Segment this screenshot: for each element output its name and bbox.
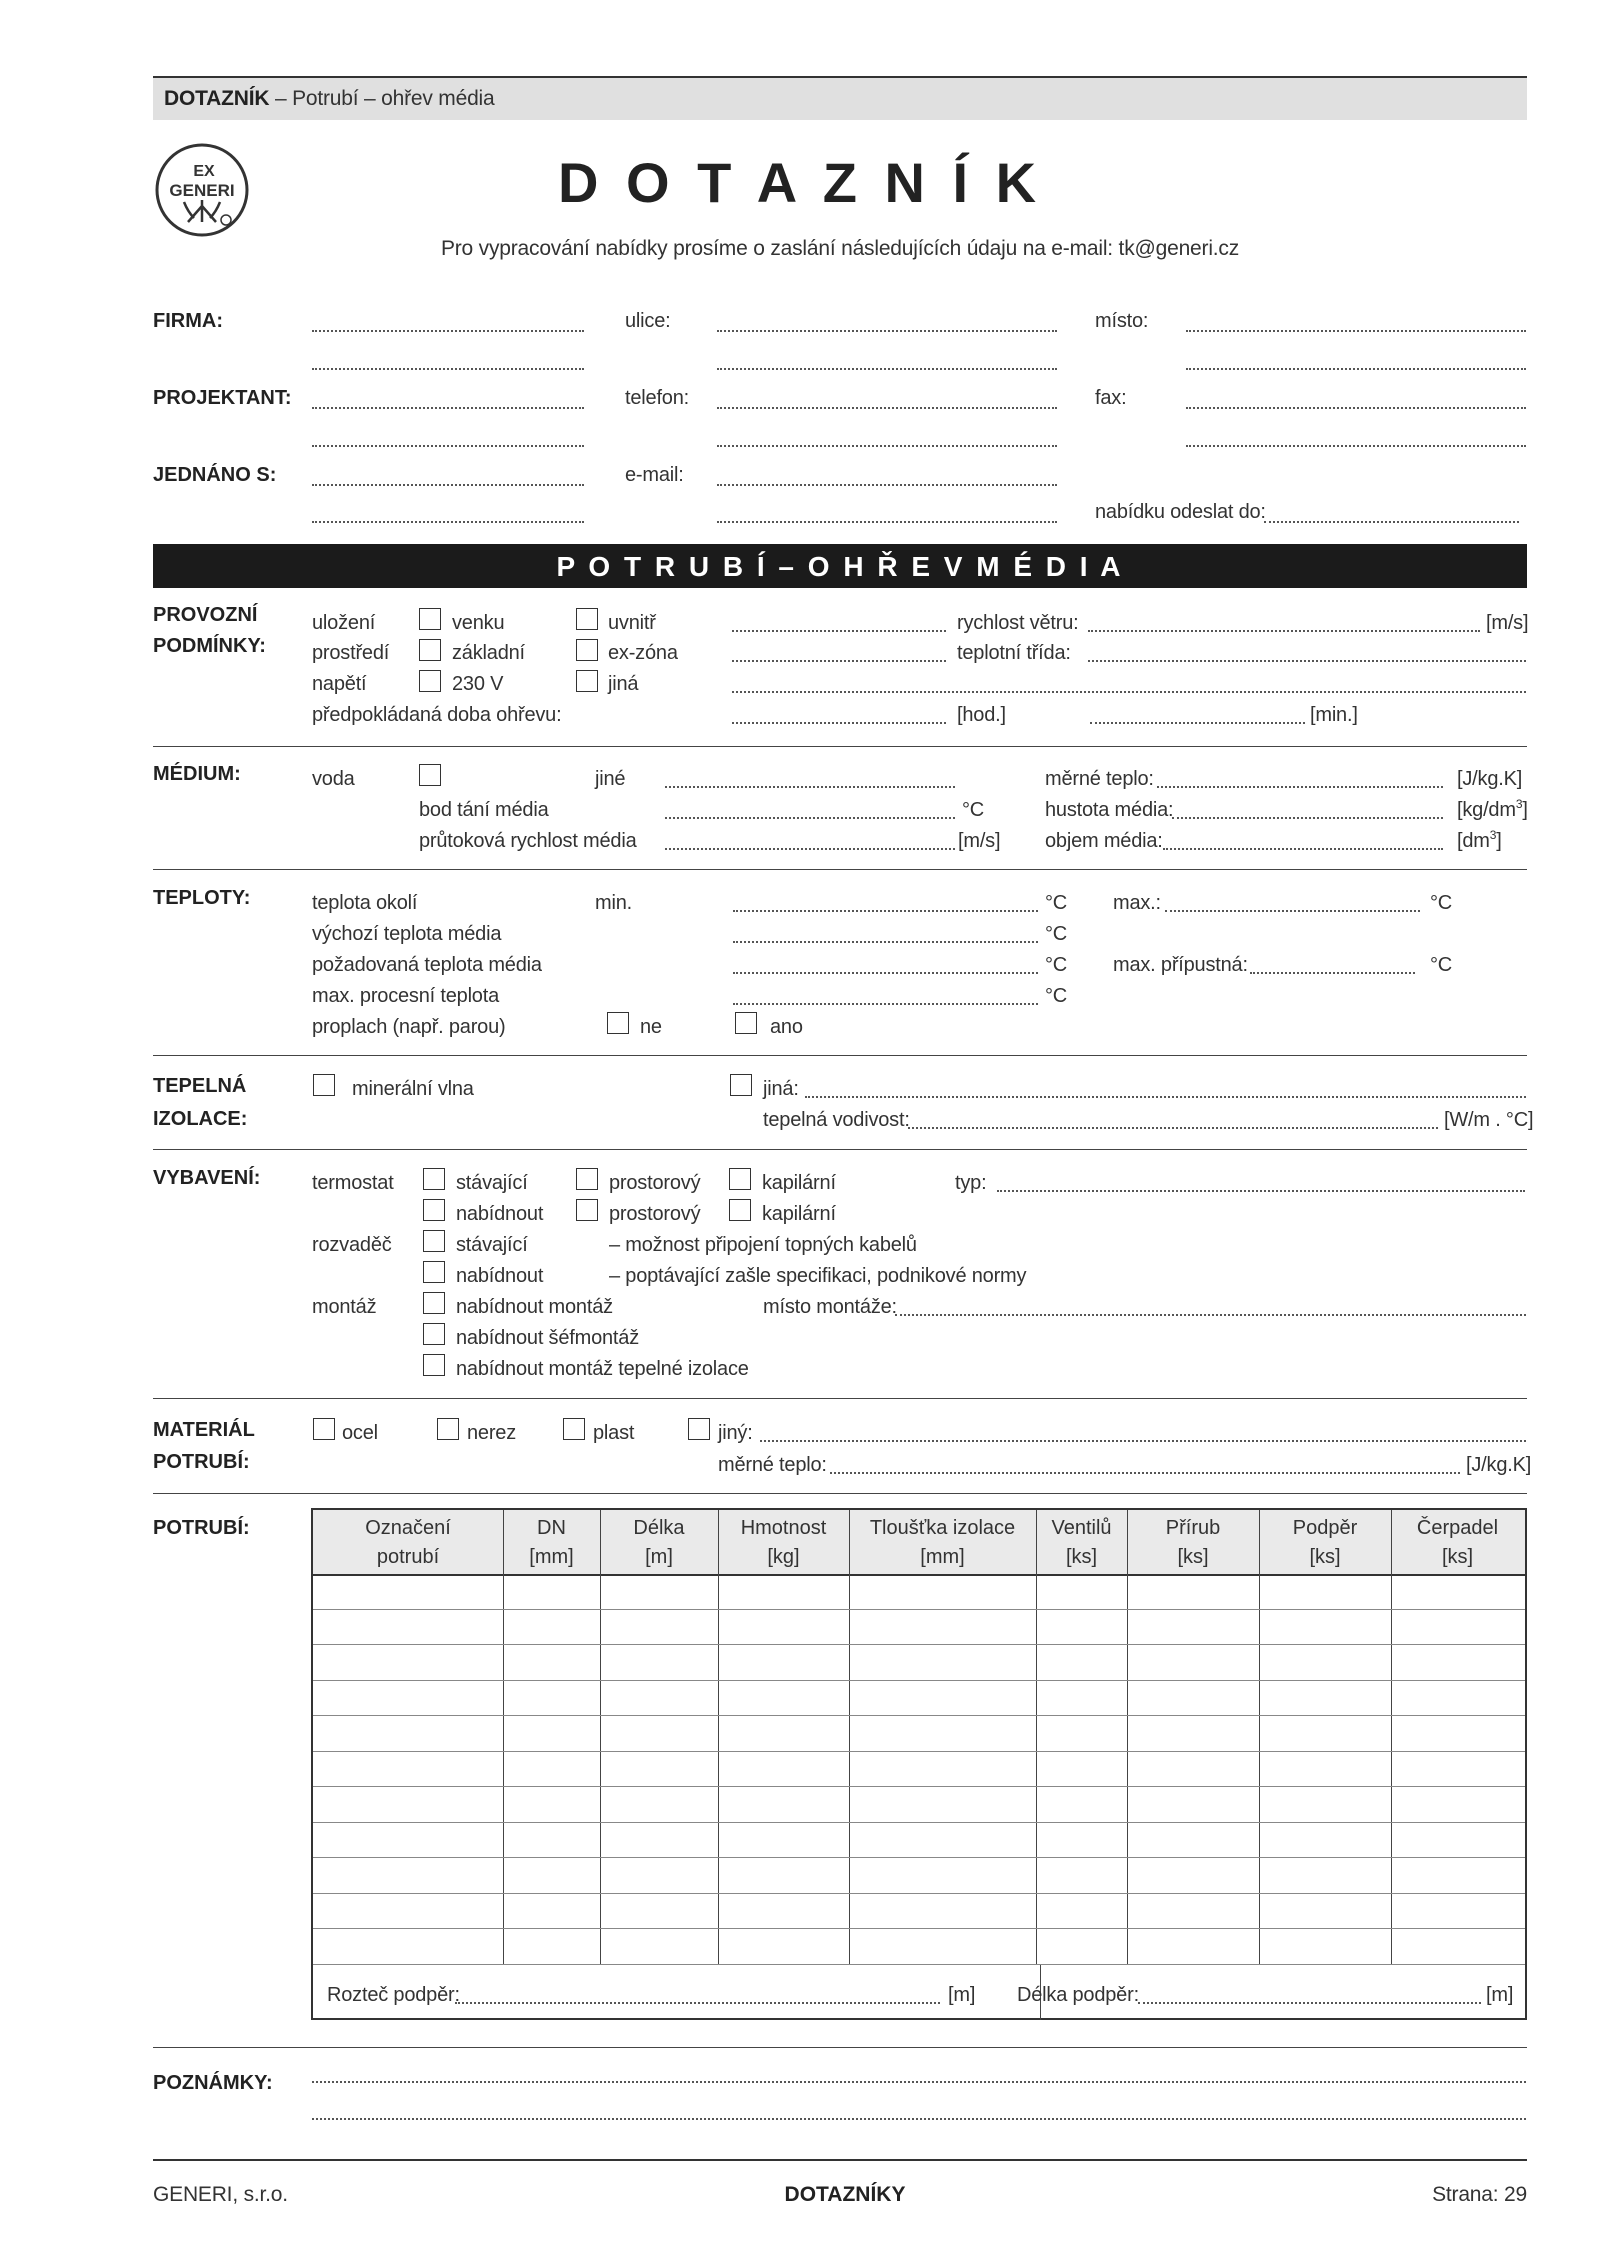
230v-checkbox[interactable] [419, 670, 441, 692]
jina-izolace-checkbox[interactable] [730, 1074, 752, 1096]
label-izolace: IZOLACE: [153, 1108, 248, 1130]
table-header-label: Přírub [1165, 1517, 1221, 1539]
svg-text:GENERI: GENERI [169, 181, 235, 200]
table-row[interactable] [313, 1716, 1525, 1752]
jiny-material-field[interactable] [760, 1440, 1526, 1442]
label-material: MATERIÁL [153, 1419, 255, 1441]
unit-c-pripustna: °C [1430, 954, 1453, 976]
label-mineralni: minerální vlna [352, 1078, 474, 1100]
label-prostredi: prostředí [312, 642, 390, 664]
unit-vodivost: [W/m . °C] [1444, 1109, 1534, 1131]
ulice-field-2[interactable] [717, 368, 1057, 370]
label-telefon: telefon: [625, 387, 690, 409]
label-napeti: napětí [312, 673, 367, 695]
jiny-material-checkbox[interactable] [688, 1418, 710, 1440]
exzona-checkbox[interactable] [576, 639, 598, 661]
label-trida: teplotní třída: [957, 642, 1071, 664]
table-header-cell [1127, 1514, 1259, 1572]
unit-close: ] [1496, 830, 1502, 852]
label-vybaveni: VYBAVENÍ: [153, 1167, 261, 1189]
unit-ms-prutok: [m/s] [958, 830, 1001, 852]
label-potrubi: POTRUBÍ: [153, 1517, 250, 1539]
divider [153, 1149, 1527, 1150]
divider [153, 869, 1527, 870]
table-header-unit: [kg] [767, 1546, 800, 1568]
label-prostorovy: prostorový [609, 1172, 701, 1194]
label-montaz: montáž [312, 1296, 377, 1318]
table-header-cell [718, 1514, 849, 1572]
proplach-ne-checkbox[interactable] [607, 1012, 629, 1034]
unit-jkg: [J/kg.K] [1457, 768, 1523, 790]
label-uvnitr: uvnitř [608, 612, 656, 634]
label-zakladni: základní [452, 642, 525, 664]
unit-c-max: °C [1430, 892, 1453, 914]
label-stavajici: stávající [456, 1172, 528, 1194]
table-header-unit: [ks] [1065, 1546, 1098, 1568]
email-field-1[interactable] [717, 484, 1057, 486]
label-merne-teplo: měrné teplo: [1045, 768, 1154, 790]
termostat-nabidnout-checkbox[interactable] [423, 1199, 445, 1221]
procesni-field[interactable] [733, 1003, 1038, 1005]
jina-detail-field[interactable] [732, 691, 1526, 693]
label-montaz-izolace: nabídnout montáž tepelné izolace [456, 1358, 749, 1380]
firma-field-2[interactable] [312, 368, 584, 370]
table-header-unit: [mm] [529, 1546, 574, 1568]
table-row[interactable] [313, 1823, 1525, 1859]
table-header-cell [1259, 1514, 1391, 1572]
firma-field-1[interactable] [312, 330, 584, 332]
unit-dm3 [1457, 829, 1502, 853]
table-header-label: Ventilů [1051, 1517, 1112, 1539]
unit-material-jkg: [J/kg.K] [1466, 1454, 1532, 1476]
label-misto: místo: [1095, 310, 1149, 332]
merne-teplo-field[interactable] [1157, 786, 1443, 788]
telefon-field-1[interactable] [717, 407, 1057, 409]
max-pripustna-field[interactable] [1250, 972, 1415, 974]
label-prutok: průtoková rychlost média [419, 830, 637, 852]
label-nabidnout: nabídnout [456, 1265, 544, 1287]
label-jina: jiná [608, 673, 639, 695]
label-ocel: ocel [342, 1422, 378, 1444]
label-odeslat: nabídku odeslat do: [1095, 501, 1266, 523]
label-email: e-mail: [625, 464, 684, 486]
label-objem: objem média: [1045, 830, 1163, 852]
label-roztec: Rozteč podpěr: [327, 1984, 460, 2006]
label-jina-izolace: jiná: [763, 1078, 799, 1100]
table-header-unit: [mm] [920, 1546, 965, 1568]
label-vodivost: tepelná vodivost: [763, 1109, 910, 1131]
label-poptavajici: – poptávající zašle specifikaci, podnikové normy [609, 1265, 1027, 1287]
table-header-label: Čerpadel [1416, 1517, 1499, 1539]
label-termostat: termostat [312, 1172, 394, 1194]
uvnitr-checkbox[interactable] [576, 608, 598, 630]
label-bod-tani: bod tání média [419, 799, 549, 821]
label-medium: MÉDIUM: [153, 763, 241, 785]
divider [153, 2159, 1527, 2161]
label-jine: jiné [595, 768, 626, 790]
rozvadec-stavajici-checkbox[interactable] [423, 1230, 445, 1252]
label-proplach: proplach (např. parou) [312, 1016, 506, 1038]
doba-hod-field[interactable] [732, 722, 946, 724]
label-nabidnout: nabídnout [456, 1203, 544, 1225]
poznamky-field-1[interactable] [312, 2081, 1526, 2083]
roztec-field[interactable] [455, 2002, 940, 2004]
table-row[interactable] [313, 1645, 1525, 1681]
table-header-label: Hmotnost [740, 1517, 827, 1539]
label-projektant: PROJEKTANT: [153, 387, 292, 409]
odeslat-field[interactable] [1264, 521, 1519, 523]
main-title: D O T A Z N Í K [557, 151, 1043, 214]
unit-c-procesni: °C [1045, 985, 1068, 1007]
nerez-checkbox[interactable] [437, 1418, 459, 1440]
label-plast: plast [593, 1422, 635, 1444]
delka-podper-field[interactable] [1138, 2002, 1481, 2004]
section-banner-title: P O T R U B Í – O H Ř E V M É D I A [556, 551, 1124, 582]
label-podminky: PODMÍNKY: [153, 635, 266, 657]
label-misto-montaze: místo montáže: [763, 1296, 897, 1318]
label-ulice: ulice: [625, 310, 671, 332]
label-teploty: TEPLOTY: [153, 887, 251, 909]
typ-field[interactable] [997, 1190, 1525, 1192]
rychlost-field[interactable] [1088, 630, 1480, 632]
table-row[interactable] [313, 1681, 1525, 1717]
divider [153, 1398, 1527, 1399]
label-provozni: PROVOZNÍ [153, 604, 258, 626]
unit-delka-podper: [m] [1486, 1984, 1514, 2006]
label-max-pripustna: max. přípustná: [1113, 954, 1248, 976]
label-stavajici: stávající [456, 1234, 528, 1256]
unit-dm: [dm [1457, 830, 1490, 852]
divider [153, 746, 1527, 747]
misto-field-1[interactable] [1186, 330, 1526, 332]
header-subtitle: – Potrubí – ohřev média [269, 87, 495, 110]
unit-min: [min.] [1310, 704, 1358, 726]
doba-min-field[interactable] [1090, 722, 1305, 724]
prostorovy-1-checkbox[interactable] [576, 1168, 598, 1190]
divider [153, 2047, 1527, 2048]
label-vychozi: výchozí teplota média [312, 923, 502, 945]
table-header-unit: [ks] [1177, 1546, 1209, 1568]
hustota-field[interactable] [1172, 817, 1443, 819]
jina-izolace-field[interactable] [805, 1096, 1526, 1098]
label-nerez: nerez [467, 1422, 517, 1444]
label-voda: voda [312, 768, 355, 790]
footer-center: DOTAZNÍKY [784, 2183, 906, 2206]
table-header-unit: [m] [645, 1546, 673, 1568]
unit-close: ] [1522, 799, 1528, 821]
vodivost-field[interactable] [908, 1127, 1438, 1129]
table-header-unit: potrubí [376, 1546, 440, 1568]
telefon-field-2[interactable] [717, 445, 1057, 447]
unit-hod: [hod.] [957, 704, 1006, 726]
projektant-field-2[interactable] [312, 445, 584, 447]
zakladni-detail-field[interactable] [732, 660, 946, 662]
table-row[interactable] [313, 1894, 1525, 1930]
venku-checkbox[interactable] [419, 608, 441, 630]
label-sefmontaz: nabídnout šéfmontáž [456, 1327, 639, 1349]
unit-c-pozadovana: °C [1045, 954, 1068, 976]
footer-page: Strana: 29 [1432, 2183, 1527, 2206]
svg-text:EX: EX [193, 163, 215, 180]
label-ano: ano [770, 1016, 803, 1038]
label-procesni: max. procesní teplota [312, 985, 500, 1007]
label-ne: ne [640, 1016, 662, 1038]
table-row[interactable] [313, 1752, 1525, 1788]
unit-roztec: [m] [948, 1984, 976, 2006]
unit-sup: 3 [1489, 828, 1497, 842]
table-header-unit: [ks] [1441, 1546, 1474, 1568]
unit-ms: [m/s] [1486, 612, 1529, 634]
table-header-cell [1036, 1514, 1127, 1572]
ulice-field-1[interactable] [717, 330, 1057, 332]
label-kapilarni: kapilární [762, 1172, 836, 1194]
misto-montaze-field[interactable] [895, 1314, 1526, 1316]
table-header-cell [313, 1514, 503, 1572]
header-text [164, 87, 495, 111]
footer-company: GENERI, s.r.o. [153, 2183, 288, 2206]
venku-detail-field[interactable] [732, 630, 946, 632]
mineralni-vlna-checkbox[interactable] [313, 1074, 335, 1096]
pozadovana-field[interactable] [733, 972, 1038, 974]
ocel-checkbox[interactable] [313, 1418, 335, 1440]
label-exzona: ex-zóna [608, 642, 678, 664]
table-header-cell [600, 1514, 718, 1572]
unit-c-bod: °C [962, 799, 985, 821]
okoli-max-field[interactable] [1165, 910, 1420, 912]
label-delka-podper: Délka podpěr: [1017, 1984, 1139, 2006]
divider [153, 1055, 1527, 1056]
label-rozvadec: rozvaděč [312, 1234, 392, 1256]
table-header-unit: [ks] [1309, 1546, 1341, 1568]
label-fax: fax: [1095, 387, 1127, 409]
label-okoli: teplota okolí [312, 892, 418, 914]
table-row[interactable] [313, 1610, 1525, 1646]
prostorovy-2-checkbox[interactable] [576, 1199, 598, 1221]
fax-field-1[interactable] [1186, 407, 1526, 409]
unit-kgdm: [kg/dm [1457, 799, 1516, 821]
label-moznost: – možnost připojení topných kabelů [609, 1234, 917, 1256]
trida-field[interactable] [1088, 660, 1526, 662]
jednano-field-2[interactable] [312, 521, 584, 523]
divider [153, 1493, 1527, 1494]
email-field-2[interactable] [717, 521, 1057, 523]
label-tepelna: TEPELNÁ [153, 1075, 247, 1097]
potrubi-table [311, 1508, 1527, 2020]
label-jednano: JEDNÁNO S: [153, 464, 277, 486]
jina-checkbox[interactable] [576, 670, 598, 692]
table-header-cell [503, 1514, 600, 1572]
label-doba: předpokládaná doba ohřevu: [312, 704, 562, 726]
label-material-potrubi: POTRUBÍ: [153, 1451, 250, 1473]
fax-field-2[interactable] [1186, 445, 1526, 447]
table-row[interactable] [313, 1787, 1525, 1823]
poznamky-field-2[interactable] [312, 2118, 1526, 2120]
vychozi-field[interactable] [733, 941, 1038, 943]
proplach-ano-checkbox[interactable] [735, 1012, 757, 1034]
jine-field[interactable] [665, 786, 955, 788]
table-header-label: Délka [633, 1517, 685, 1539]
bod-tani-field[interactable] [665, 817, 955, 819]
label-venku: venku [452, 612, 505, 634]
label-hustota: hustota média: [1045, 799, 1174, 821]
material-merne-field[interactable] [830, 1472, 1460, 1474]
prutok-field[interactable] [665, 848, 955, 850]
plast-checkbox[interactable] [563, 1418, 585, 1440]
label-prostorovy: prostorový [609, 1203, 701, 1225]
label-poznamky: POZNÁMKY: [153, 2072, 273, 2094]
label-typ: typ: [955, 1172, 987, 1194]
unit-sup: 3 [1515, 797, 1523, 811]
nabidnout-montaz-checkbox[interactable] [423, 1292, 445, 1314]
jednano-field-1[interactable] [312, 484, 584, 486]
termostat-stavajici-checkbox[interactable] [423, 1168, 445, 1190]
label-material-merne: měrné teplo: [718, 1454, 827, 1476]
table-header-label: DN [537, 1517, 566, 1539]
table-header-label: Podpěr [1292, 1517, 1358, 1539]
table-header-label: Tloušťka izolace [869, 1517, 1016, 1539]
table-row[interactable] [313, 1574, 1525, 1610]
intro-text: Pro vypracování nabídky prosíme o zaslání následujících údaju na e-mail: tk@generi.cz [440, 237, 1240, 260]
label-max: max.: [1113, 892, 1161, 914]
rozvadec-nabidnout-checkbox[interactable] [423, 1261, 445, 1283]
voda-checkbox[interactable] [419, 764, 441, 786]
table-row[interactable] [313, 1858, 1525, 1894]
objem-field[interactable] [1163, 848, 1443, 850]
projektant-field-1[interactable] [312, 407, 584, 409]
table-row[interactable] [313, 1929, 1525, 1965]
label-pozadovana: požadovaná teplota média [312, 954, 542, 976]
montaz-izolace-checkbox[interactable] [423, 1354, 445, 1376]
label-jiny: jiný: [718, 1422, 753, 1444]
label-kapilarni: kapilární [762, 1203, 836, 1225]
unit-kgdm3 [1457, 798, 1528, 822]
label-230v: 230 V [452, 673, 504, 695]
label-rychlost: rychlost větru: [957, 612, 1079, 634]
kapilarni-1-checkbox[interactable] [729, 1168, 751, 1190]
header-title: DOTAZNÍK [164, 87, 270, 110]
misto-field-2[interactable] [1186, 368, 1526, 370]
unit-c-vychozi: °C [1045, 923, 1068, 945]
unit-c-okoli: °C [1045, 892, 1068, 914]
label-nabidnout-montaz: nabídnout montáž [456, 1296, 613, 1318]
sefmontaz-checkbox[interactable] [423, 1323, 445, 1345]
kapilarni-2-checkbox[interactable] [729, 1199, 751, 1221]
table-header-cell [1391, 1514, 1524, 1572]
label-min: min. [595, 892, 632, 914]
zakladni-checkbox[interactable] [419, 639, 441, 661]
label-ulozeni: uložení [312, 612, 376, 634]
table-header-cell [849, 1514, 1036, 1572]
okoli-min-field[interactable] [733, 910, 1038, 912]
table-header-label: Označení [365, 1517, 451, 1539]
label-firma: FIRMA: [153, 310, 223, 332]
